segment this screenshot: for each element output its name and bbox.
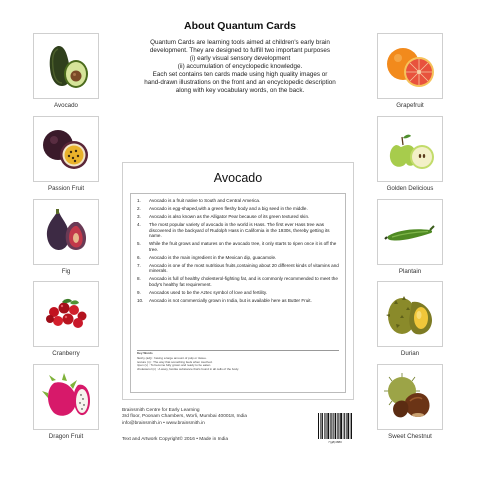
card-cranberry <box>33 281 99 347</box>
grapefruit-illustration <box>384 40 436 92</box>
passion-fruit-illustration <box>40 123 92 175</box>
card-fig <box>33 199 99 265</box>
card-label-plantain: Plantain <box>398 268 422 275</box>
facts-list <box>137 198 339 303</box>
fact-text: Avocado is the main ingredient in the Mexican dip, guacamole. <box>149 254 277 260</box>
fact-item <box>137 241 339 252</box>
key-words-divider <box>137 350 339 351</box>
sweet-chestnut-illustration <box>384 371 436 423</box>
plantain-illustration <box>384 206 436 258</box>
intro-line: along with key vocabulary words, on the back. <box>175 87 305 94</box>
card-grapefruit <box>377 33 443 99</box>
fact-number: 1. <box>137 198 141 203</box>
fact-text: Avocado is egg-shaped,with a green fleshy body and a big seed in the middle. <box>149 205 308 211</box>
fact-item <box>137 298 339 304</box>
fact-number: 6. <box>137 254 141 260</box>
company-contact: info@brainsmith.in • www.brainsmith.in <box>122 420 205 426</box>
card-label-golden-delicious: Golden Delicious <box>386 185 434 192</box>
fact-number: 4. <box>137 221 141 227</box>
fact-text: Avocado is also known as the Alligator Pear because of its green textured skin. <box>149 213 310 219</box>
durian-illustration <box>384 288 436 340</box>
key-word-entry: cholesterol (n) : A waxy, fat-like substance that's found in all cells of the body. <box>137 367 240 372</box>
fact-text: Avocado is not commercially grown in India, but is available here as Butter Fruit. <box>149 297 312 303</box>
card-dragon-fruit <box>33 364 99 430</box>
fact-text: Avocados used to be the Aztec symbol of love and fertility. <box>149 289 268 295</box>
fact-number: 7. <box>137 262 141 268</box>
barcode-number: 7(g8)4880 <box>328 440 342 444</box>
dragon-fruit-illustration <box>40 371 92 423</box>
card-label-dragon-fruit: Dragon Fruit <box>48 433 84 440</box>
fact-number: 5. <box>137 241 141 247</box>
card-label-passion-fruit: Passion Fruit <box>47 185 85 192</box>
intro-line: (ii) accumulation of encyclopedic knowledge. <box>177 63 303 70</box>
fact-item <box>137 222 339 239</box>
card-label-cranberry: Cranberry <box>52 350 80 357</box>
golden-delicious-illustration <box>384 123 436 175</box>
card-passion-fruit <box>33 116 99 182</box>
card-back-title: Avocado <box>213 171 263 185</box>
copyright-text: Text and Artwork Copyright© 2016 • Made in India <box>122 437 229 442</box>
intro-line: (i) early visual sensory development <box>189 55 291 62</box>
fact-text: Avocado is a fruit native to South and Central America. <box>149 198 261 203</box>
card-avocado <box>33 33 99 99</box>
fact-number: 2. <box>137 205 141 211</box>
about-section <box>118 20 362 95</box>
barcode-icon <box>318 413 352 439</box>
intro-line: Each set contains ten cards made using high quality images or <box>152 71 328 78</box>
fact-number: 10. <box>137 297 144 303</box>
key-word-entry: texture (n) : The way that something feels when touched. <box>137 359 213 364</box>
fact-text: While the fruit grows and matures on the avocado tree, it only starts to ripen once it is off the tree. <box>149 241 337 252</box>
avocado-illustration <box>40 40 92 92</box>
page-title: About Quantum Cards <box>184 20 296 32</box>
publisher-info <box>122 408 247 427</box>
card-label-sweet-chestnut: Sweet Chestnut <box>388 433 432 440</box>
fact-item <box>137 198 339 204</box>
fact-text: The most popular variety of avocado in the world is Hass. The first ever Hass tree was discovered in the backyard of Rudolph Hass in California in the 1930s, thereby getting its name. <box>149 221 330 239</box>
intro-line: development. They are designed to fulfill two important purposes <box>149 47 331 54</box>
card-plantain <box>377 199 443 265</box>
card-back-panel <box>122 162 354 400</box>
intro-line: Quantum Cards are learning tools aimed at children's early brain <box>150 39 330 46</box>
fact-number: 3. <box>137 213 141 219</box>
fact-text: Avocado is full of healthy cholesterol-fighting fat, and is commonly recommended to meet the body's healthy fat requirement. <box>149 276 338 287</box>
card-label-avocado: Avocado <box>54 102 78 109</box>
card-durian <box>377 281 443 347</box>
fact-item <box>137 290 339 296</box>
fact-item <box>137 276 339 287</box>
key-words-heading: Key Words <box>137 351 153 355</box>
card-label-fig: Fig <box>61 268 71 275</box>
card-label-grapefruit: Grapefruit <box>396 102 424 109</box>
fact-item <box>137 206 339 212</box>
intro-line: hand-drawn illustrations on the front and an encyclopedic description <box>144 79 336 86</box>
key-words-section <box>137 352 339 372</box>
fact-number: 8. <box>137 276 141 282</box>
intro-text <box>118 39 362 95</box>
card-golden-delicious <box>377 116 443 182</box>
company-name: Brainsmith Centre for Early Learning <box>122 408 200 413</box>
cranberry-illustration <box>40 288 92 340</box>
key-word-entry: fleshy (adj) : having a large amount of pulp or tissue. <box>137 355 207 360</box>
fact-item <box>137 214 339 220</box>
fact-text: Avocado is one of the most nutritious fruits,containing about 20 different kinds of vitamins and minerals. <box>149 262 339 274</box>
card-sweet-chestnut <box>377 364 443 430</box>
fact-item <box>137 255 339 261</box>
key-word-entry: ripen (v) : To become fully grown and ready to be eaten. <box>137 363 212 368</box>
company-address: 3rd floor, Poonam Chambers, Worli, Mumbai 400018, India <box>122 414 247 420</box>
card-label-durian: Durian <box>400 350 420 357</box>
fig-illustration <box>40 206 92 258</box>
fact-number: 9. <box>137 289 141 295</box>
fact-item <box>137 263 339 274</box>
facts-box <box>130 193 346 393</box>
